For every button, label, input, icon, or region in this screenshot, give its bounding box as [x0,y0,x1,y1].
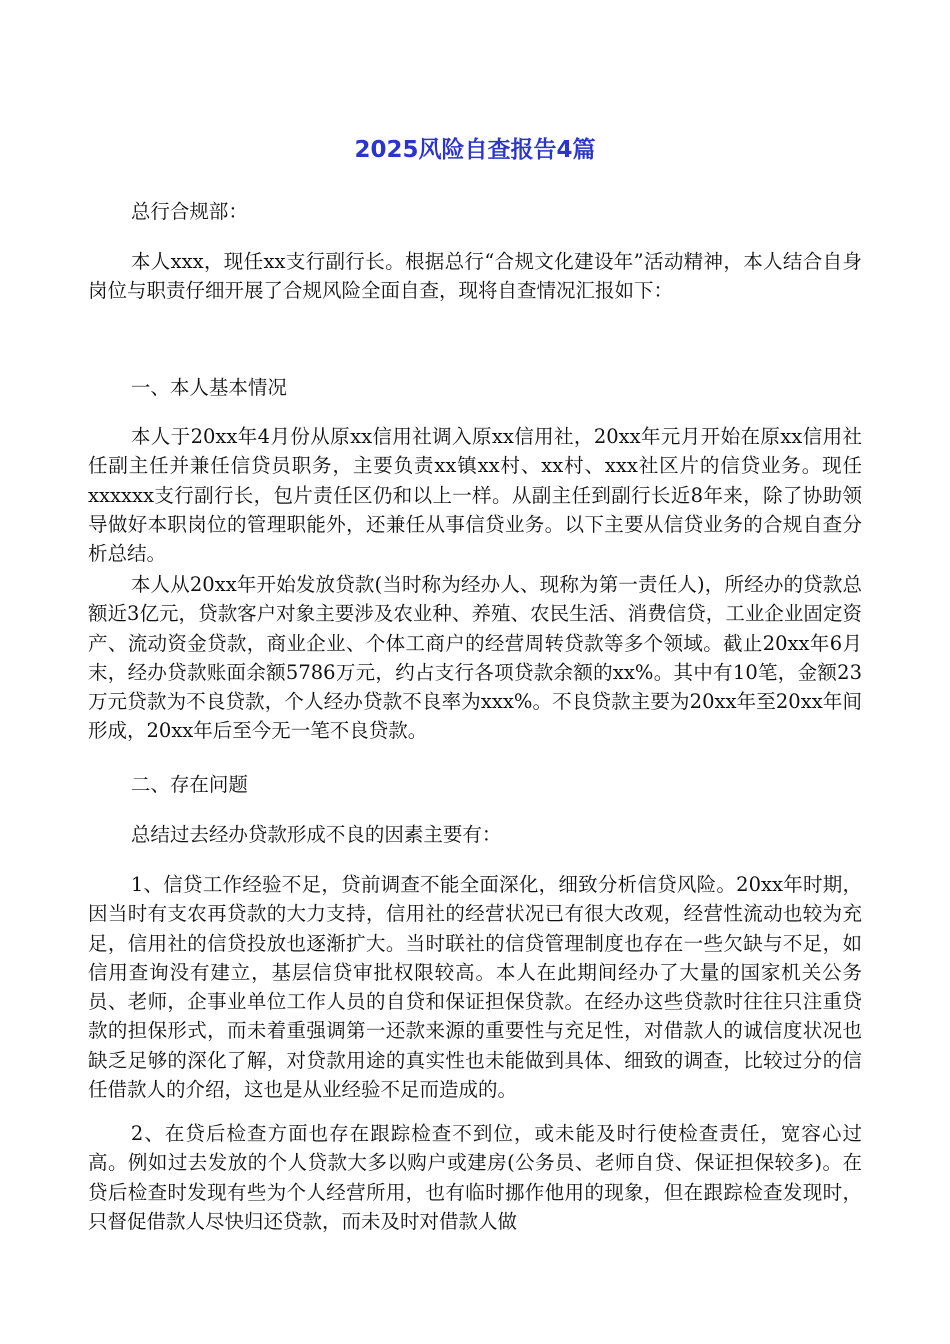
intro-paragraph: 本人xxx，现任xx支行副行长。根据总行“合规文化建设年”活动精神，本人结合自身岗位与职责仔细开展了合规风险全面自查，现将自查情况汇报如下： [88,250,862,303]
problem-1-paragraph: 1、信贷工作经验不足，贷前调查不能全面深化，细致分析信贷风险。20xx年时期，因当时有支农再贷款的大力支持，信用社的经营状况已有很大改观，经营性流动也较为充足，信用社的信贷投放也逐渐扩大。当时联社的信贷管理制度也存在一些欠缺与不足，如信用查询没有建立，基层信贷审批权限较高。本人在此期间经办了大量的国家机关公务员、老师，企事业单位工作人员的自贷和保证担保贷款。在经办这些贷款时往往只注重贷款的担保形式，而未着重强调第一还款来源的重要性与充足性，对借款人的诚信度状况也缺乏足够的深化了解，对贷款用途的真实性也未能做到具体、细致的调查，比较过分的信任借款人的介绍，这也是从业经验不足而造成的。 [88,873,862,1102]
loan-summary-paragraph: 本人从20xx年开始发放贷款(当时称为经办人、现称为第一责任人)，所经办的贷款总额近3亿元，贷款客户对象主要涉及农业种、养殖、农民生活、消费信贷，工业企业固定资产、流动资金贷款，商业企业、个体工商户的经营周转贷款等多个领域。截止20xx年6月末，经办贷款账面余额5786万元，约占支行各项贷款余额的xx%。其中有10笔，金额23万元贷款为不良贷款，个人经办贷款不良率为xxx%。不良贷款主要为20xx年至20xx年间形成，20xx年后至今无一笔不良贷款。 [88,573,862,743]
basic-info-paragraph: 本人于20xx年4月份从原xx信用社调入原xx信用社，20xx年元月开始在原xx信用社任副主任并兼任信贷员职务，主要负责xx镇xx村、xx村、xxx社区片的信贷业务。现任xxxxxx支行副行长，包片责任区仍和以上一样。从副主任到副行长近8年来，除了协助领导做好本职岗位的管理职能外，还兼任从事信贷业务。以下主要从信贷业务的合规自查分析总结。 [88,425,862,566]
problems-intro: 总结过去经办贷款形成不良的因素主要有： [130,823,502,846]
salutation: 总行合规部： [130,200,248,223]
problem-2-paragraph: 2、在贷后检查方面也存在跟踪检查不到位，或未能及时行使检查责任，宽容心过高。例如过去发放的个人贷款大多以购户或建房(公务员、老师自贷、保证担保较多)。在贷后检查时发现有些为个人经营所用，也有临时挪作他用的现象，但在跟踪检查发现时，只督促借款人尽快归还贷款，而未及时对借款人做 [88,1122,862,1233]
section-heading-1: 一、本人基本情况 [130,376,287,399]
document-title: 2025风险自查报告4篇 [354,137,596,163]
section-heading-2: 二、存在问题 [130,773,248,796]
